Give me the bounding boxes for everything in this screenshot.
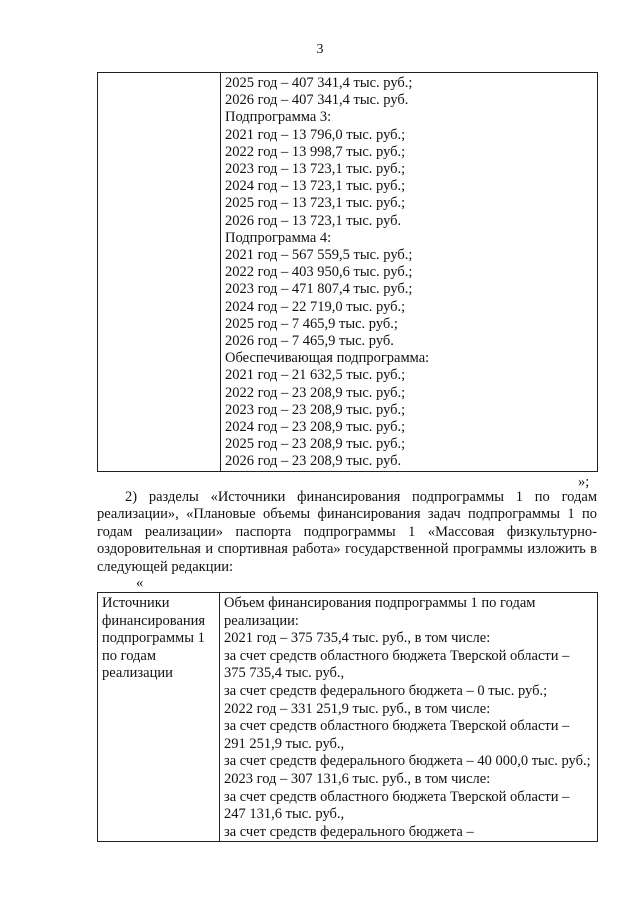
list-item: 2025 год – 407 341,4 тыс. руб.;: [225, 75, 413, 91]
list-item: 2022 год – 13 998,7 тыс. руб.;: [225, 143, 406, 160]
list-item: за счет средств федерального бюджета – 0 тыс. руб.;: [224, 682, 548, 699]
table-cell-values: [221, 73, 598, 472]
table-cell-empty: [98, 73, 221, 472]
table-row: [98, 593, 598, 842]
list-item: 2022 год – 403 950,6 тыс. руб.;: [225, 264, 413, 281]
list-item: 2022 год – 23 208,9 тыс. руб.;: [225, 384, 406, 401]
financing-table-continued: [97, 72, 598, 472]
list-item: 2023 год – 23 208,9 тыс. руб.;: [225, 401, 406, 418]
list-item: за счет средств федерального бюджета –: [224, 823, 474, 840]
list-item: 2022 год – 331 251,9 тыс. руб., в том числе:: [224, 700, 491, 717]
page-number: 3: [316, 42, 324, 57]
financing-sources-table: [97, 592, 598, 842]
list-item: 2024 год – 23 208,9 тыс. руб.;: [225, 419, 406, 436]
list-item: 2021 год – 567 559,5 тыс. руб.;: [225, 247, 413, 264]
list-item: за счет средств областного бюджета Тверской области – 247 131,6 тыс. руб.,: [224, 788, 570, 823]
closing-quote: »;: [578, 474, 590, 490]
list-item: Обеспечивающая подпрограмма:: [225, 350, 430, 367]
list-item: 2021 год – 375 735,4 тыс. руб., в том числе:: [224, 630, 491, 647]
list-item: 2024 год – 22 719,0 тыс. руб.;: [225, 298, 406, 315]
list-item: 2026 год – 407 341,4 тыс. руб.: [225, 92, 409, 109]
list-item: 2025 год – 13 723,1 тыс. руб.;: [225, 195, 406, 212]
list-item: за счет средств областного бюджета Тверской области – 375 735,4 тыс. руб.,: [224, 647, 570, 682]
list-item: 2026 год – 7 465,9 тыс. руб.: [225, 333, 394, 350]
list-item: за счет средств федерального бюджета – 40 000,0 тыс. руб.;: [224, 753, 591, 770]
list-item: Подпрограмма 4:: [225, 229, 332, 246]
opening-quote: «: [136, 575, 144, 591]
list-item: 2021 год – 21 632,5 тыс. руб.;: [225, 367, 406, 384]
list-item: 2024 год – 13 723,1 тыс. руб.;: [225, 178, 406, 195]
list-item: за счет средств областного бюджета Тверской области – 291 251,9 тыс. руб.,: [224, 718, 570, 752]
list-item: 2021 год – 13 796,0 тыс. руб.;: [225, 126, 406, 143]
list-item: 2025 год – 23 208,9 тыс. руб.;: [225, 436, 406, 453]
list-item: 2023 год – 471 807,4 тыс. руб.;: [225, 281, 413, 298]
table-cell-values: [220, 593, 598, 842]
table-row: [98, 73, 598, 472]
list-item: 2026 год – 13 723,1 тыс. руб.: [225, 212, 402, 229]
list-item: 2023 год – 13 723,1 тыс. руб.;: [225, 161, 406, 178]
list-item: 2025 год – 7 465,9 тыс. руб.;: [225, 315, 398, 332]
list-item: Объем финансирования подпрограммы 1 по годам реализации:: [224, 595, 536, 629]
list-item: Подпрограмма 3:: [225, 109, 332, 126]
list-item: 2023 год – 307 131,6 тыс. руб., в том числе:: [224, 770, 491, 787]
list-item: 2026 год – 23 208,9 тыс. руб.: [225, 453, 402, 470]
body-paragraph: 2) разделы «Источники финансирования подпрограммы 1 по годам реализации», «Плановые объемы финансирования задач подпрограммы 1 по годам реализации» паспорта подпрограммы 1 «Массовая физкультурно-оздоровительная и спортивная работа» государственной программы изложить в следующей редакции:: [97, 489, 597, 575]
table-cell-label: Источники финансирования подпрограммы 1 по годам реализации: [98, 593, 220, 842]
